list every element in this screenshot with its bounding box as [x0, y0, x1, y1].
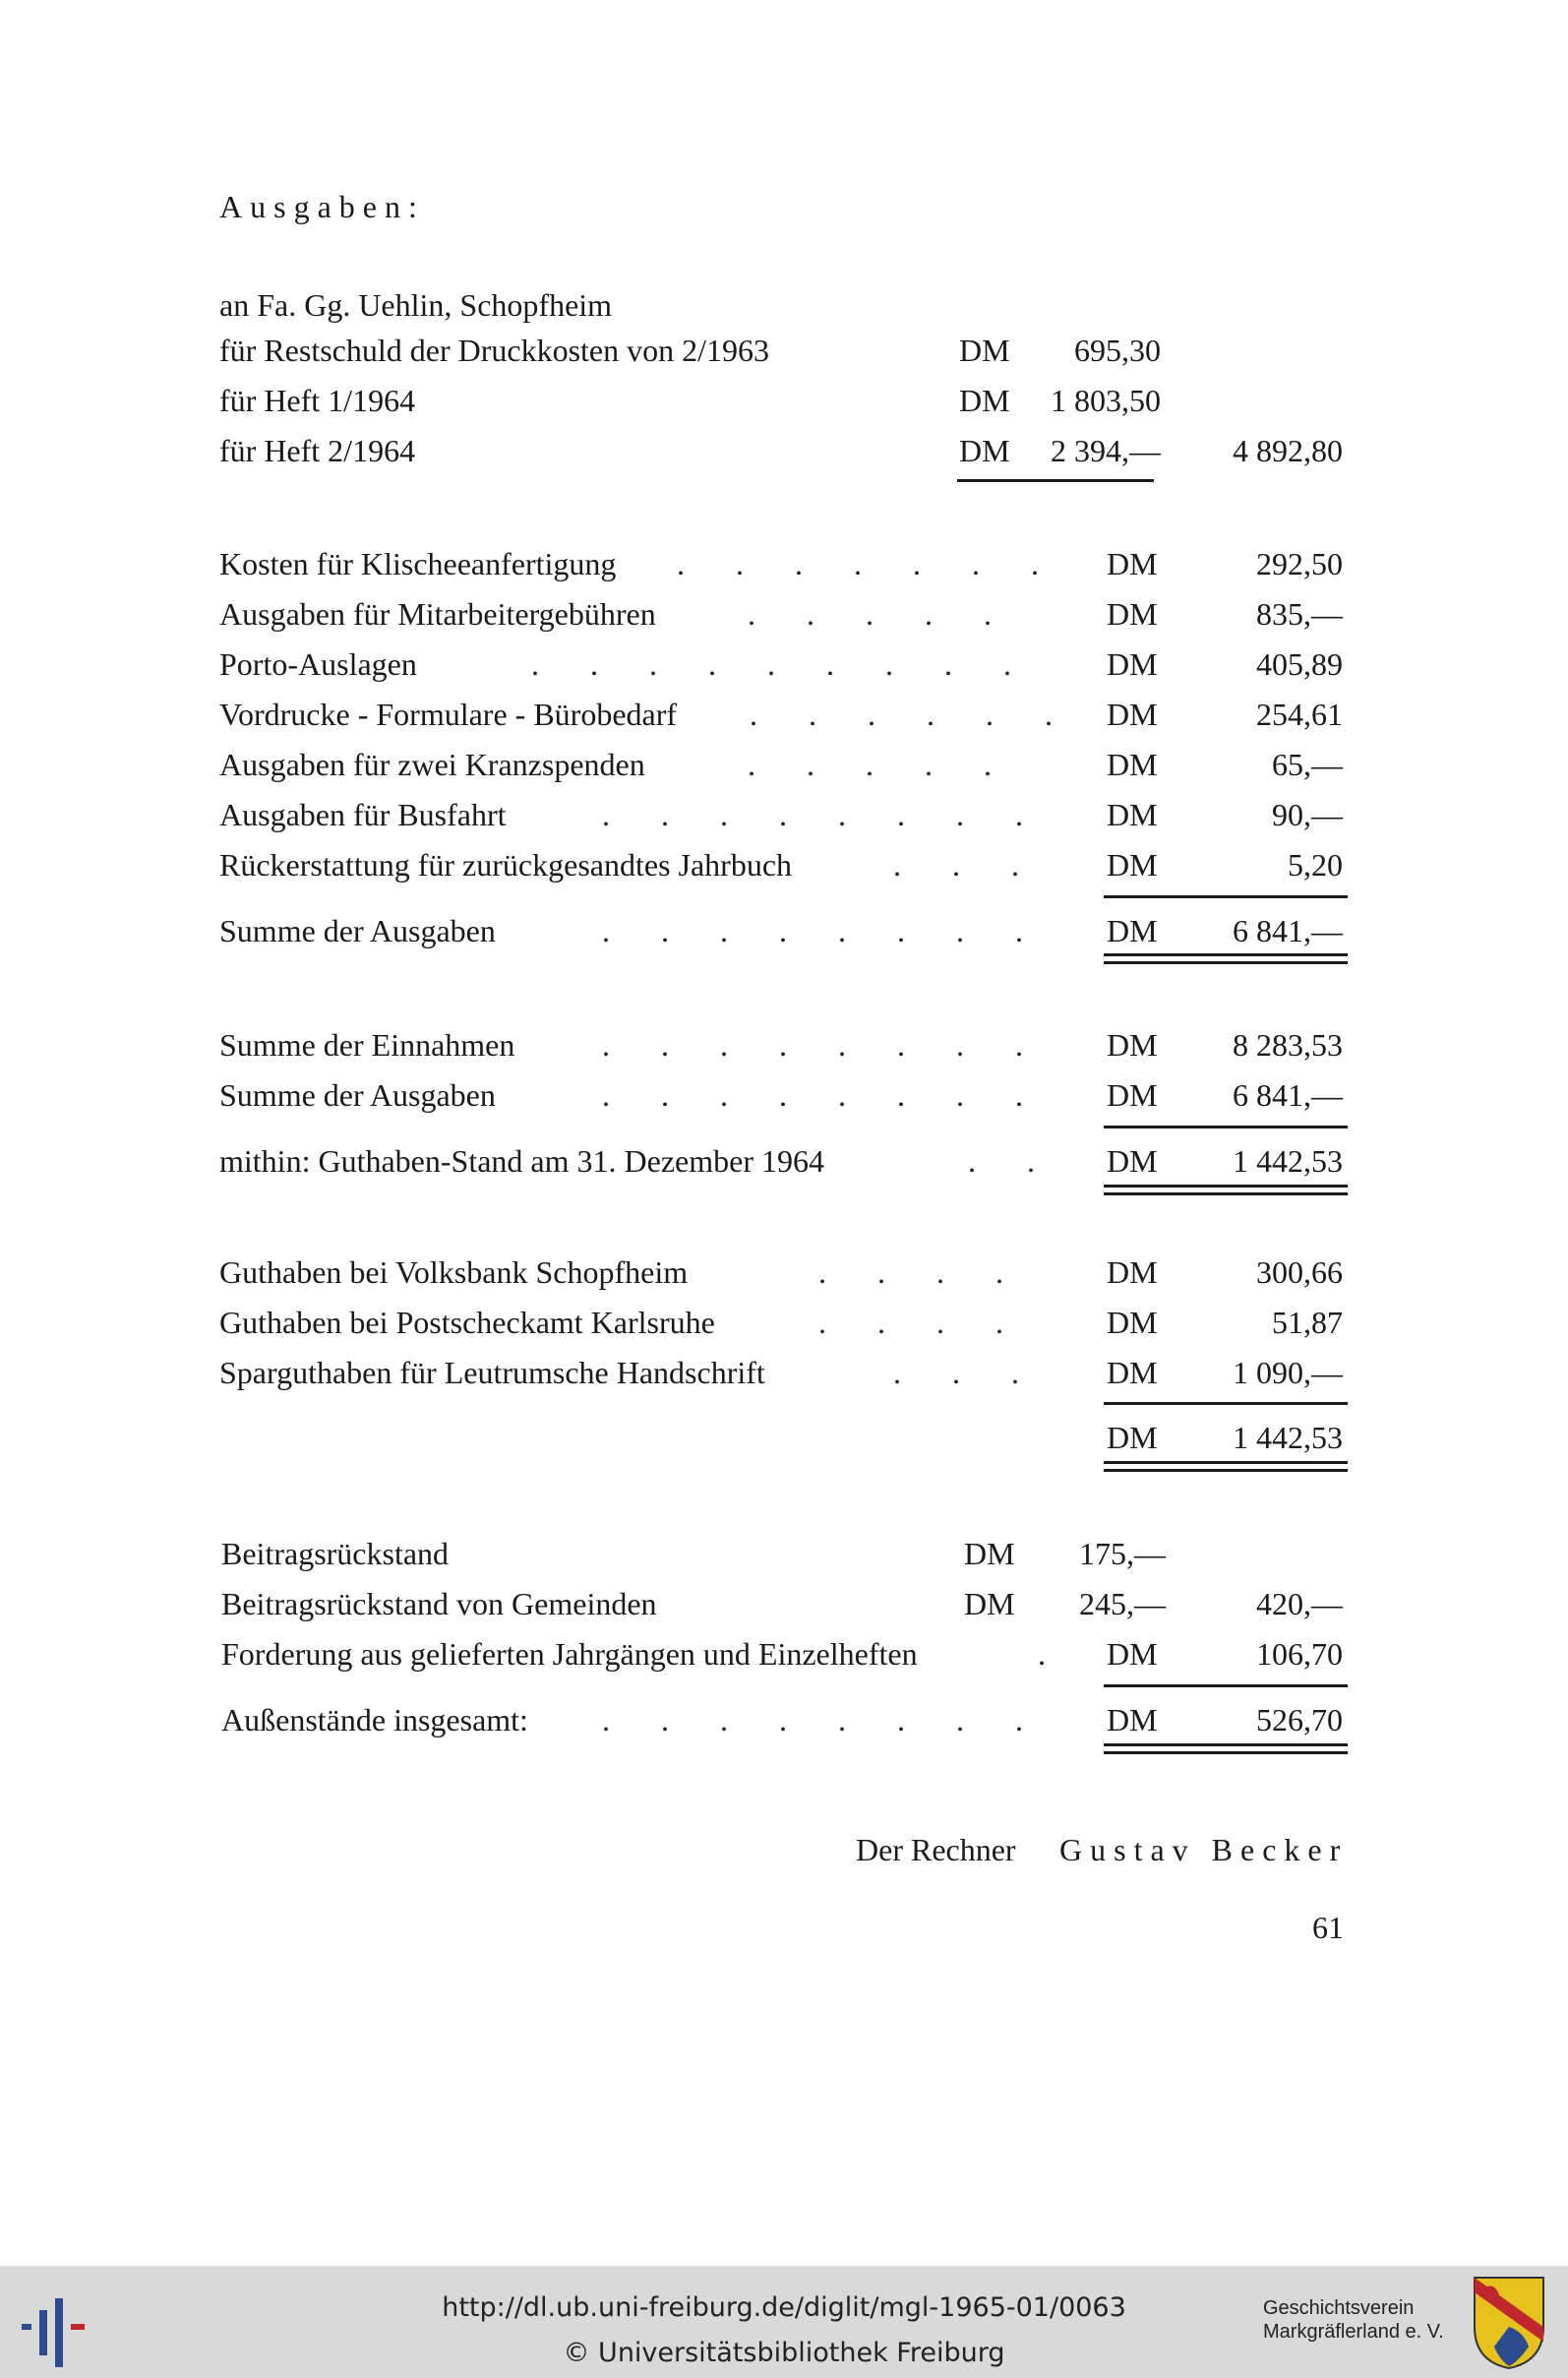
sum-rule: [1104, 895, 1348, 898]
row-label: Ausgaben für Busfahrt: [219, 797, 507, 832]
page-number: 61: [1312, 1910, 1344, 1945]
row-amount: 51,87: [1272, 1305, 1343, 1340]
row-dots: . . . . . . .: [677, 546, 1060, 581]
double-rule-bottom: [1104, 1469, 1348, 1472]
row-amount: 65,—: [1272, 747, 1343, 782]
row-currency: DM: [1107, 747, 1158, 782]
row-amount: 1 803,50: [1051, 383, 1161, 418]
row-amount: 526,70: [1256, 1702, 1343, 1738]
row-amount: 1 442,53: [1233, 1143, 1343, 1179]
row-label: Ausgaben für Mitarbeitergebühren: [219, 596, 656, 632]
footer-copyright: © Universitätsbibliothek Freiburg: [563, 2338, 1005, 2368]
coat-of-arms-icon: [1470, 2273, 1548, 2371]
row-dots: . . . .: [818, 1305, 1025, 1340]
footer-url-link[interactable]: http://dl.ub.uni-freiburg.de/diglit/mgl-1965-01/0063: [442, 2292, 1126, 2323]
double-rule-bottom: [1104, 1751, 1348, 1754]
row-label: Kosten für Klischeeanfertigung: [219, 546, 617, 581]
row-dots: . . .: [893, 847, 1041, 883]
row-amount: 5,20: [1288, 847, 1343, 883]
row-label: Ausgaben für zwei Kranzspenden: [219, 747, 645, 782]
double-rule-top: [1104, 1461, 1348, 1464]
row-currency: DM: [959, 433, 1010, 468]
row-amount: 2 394,—: [1051, 433, 1161, 468]
row-amount: 292,50: [1256, 546, 1343, 581]
row-dots: . . . . . . . .: [602, 797, 1045, 832]
double-rule-top: [1104, 1743, 1348, 1746]
row-amount: 835,—: [1256, 596, 1343, 632]
row-currency: DM: [1107, 1027, 1158, 1063]
row-currency: DM: [1107, 1355, 1158, 1390]
row-dots: . .: [968, 1143, 1056, 1179]
row-currency: DM: [959, 383, 1010, 418]
sum-rule: [1104, 1126, 1348, 1128]
row-label: für Restschuld der Druckkosten von 2/1963: [219, 333, 770, 368]
row-currency: DM: [1107, 1305, 1158, 1340]
row-amount: 1 090,—: [1233, 1355, 1343, 1390]
row-amount: 175,—: [1079, 1536, 1166, 1571]
row-label: Summe der Einnahmen: [219, 1027, 515, 1063]
row-label: Summe der Ausgaben: [219, 913, 496, 948]
row-label: Rückerstattung für zurückgesandtes Jahrbuch: [219, 847, 793, 883]
row-label: Guthaben bei Volksbank Schopfheim: [219, 1254, 689, 1290]
row-amount: 405,89: [1256, 646, 1343, 682]
row-dots: . . . . .: [748, 747, 1013, 782]
row-label: Summe der Ausgaben: [219, 1077, 496, 1113]
row-total: 420,—: [1256, 1586, 1343, 1621]
sum-rule: [1104, 1684, 1348, 1687]
row-amount: 8 283,53: [1233, 1027, 1343, 1063]
row-currency: DM: [1107, 1077, 1158, 1113]
row-dots: . . . .: [818, 1254, 1025, 1290]
row-dots: . . . . . .: [750, 697, 1074, 732]
double-rule-top: [1104, 1185, 1348, 1188]
row-amount: 1 442,53: [1233, 1420, 1343, 1455]
row-amount: 90,—: [1272, 797, 1343, 832]
row-currency: DM: [1107, 1420, 1158, 1455]
row-amount: 6 841,—: [1233, 913, 1343, 948]
row-currency: DM: [959, 333, 1010, 368]
uehlin-title: an Fa. Gg. Uehlin, Schopfheim: [219, 287, 613, 323]
row-label: Guthaben bei Postscheckamt Karlsruhe: [219, 1305, 715, 1340]
row-dots: . . . . . . . .: [602, 1077, 1045, 1113]
signature-role: Der Rechner: [856, 1832, 1016, 1867]
row-currency: DM: [1107, 697, 1158, 732]
row-dots: . . . . . . . .: [602, 913, 1045, 948]
society-line-2: Markgräflerland e. V.: [1263, 2321, 1444, 2343]
double-rule-bottom: [1104, 1192, 1348, 1195]
row-label: Forderung aus gelieferten Jahrgängen und Einzelheften: [221, 1636, 918, 1672]
society-name: [1263, 2296, 1444, 2344]
row-amount: 695,30: [1074, 333, 1161, 368]
row-dots: . . . . . . . . .: [531, 646, 1033, 682]
row-amount: 254,61: [1256, 697, 1343, 732]
row-currency: DM: [1107, 596, 1158, 632]
row-dots: . . .: [893, 1355, 1041, 1390]
double-rule-top: [1104, 953, 1348, 956]
row-label: mithin: Guthaben-Stand am 31. Dezember 1964: [219, 1143, 824, 1179]
sum-rule: [1104, 1402, 1348, 1405]
subtotal-rule: [957, 479, 1154, 482]
row-currency: DM: [1107, 913, 1158, 948]
row-label: Außenstände insgesamt:: [221, 1702, 528, 1738]
row-label: Beitragsrückstand von Gemeinden: [221, 1586, 657, 1621]
row-label: Vordrucke - Formulare - Bürobedarf: [219, 697, 678, 732]
society-line-1: Geschichtsverein: [1263, 2297, 1415, 2319]
row-label: für Heft 2/1964: [219, 433, 416, 468]
signature-name: Gustav Becker: [1059, 1832, 1349, 1867]
row-dots: . . . . .: [748, 596, 1013, 632]
row-currency: DM: [1107, 1702, 1158, 1738]
row-total: 4 892,80: [1233, 433, 1343, 468]
row-label: für Heft 1/1964: [219, 383, 416, 418]
row-amount: 106,70: [1256, 1636, 1343, 1672]
row-amount: 245,—: [1079, 1586, 1166, 1621]
row-currency: DM: [1107, 1143, 1158, 1179]
row-currency: DM: [1107, 1636, 1158, 1672]
row-currency: DM: [1107, 646, 1158, 682]
row-dots: .: [1038, 1636, 1067, 1672]
row-amount: 6 841,—: [1233, 1077, 1343, 1113]
row-dots: . . . . . . . .: [602, 1702, 1045, 1738]
row-currency: DM: [1107, 847, 1158, 883]
row-dots: . . . . . . . .: [602, 1027, 1045, 1063]
row-currency: DM: [1107, 546, 1158, 581]
row-amount: 300,66: [1256, 1254, 1343, 1290]
row-currency: DM: [1107, 797, 1158, 832]
row-currency: DM: [964, 1536, 1015, 1571]
row-label: Sparguthaben für Leutrumsche Handschrift: [219, 1355, 765, 1390]
row-currency: DM: [1107, 1254, 1158, 1290]
row-currency: DM: [964, 1586, 1015, 1621]
row-label: Beitragsrückstand: [221, 1536, 450, 1571]
row-label: Porto-Auslagen: [219, 646, 417, 682]
double-rule-bottom: [1104, 961, 1348, 964]
section-heading: Ausgaben:: [219, 189, 425, 224]
